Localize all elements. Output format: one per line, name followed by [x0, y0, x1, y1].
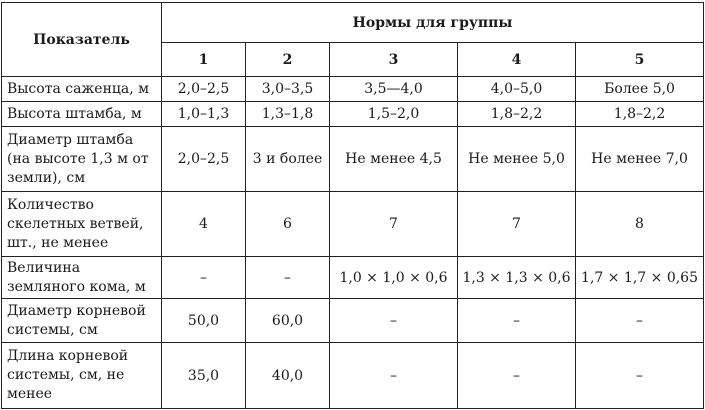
table-cell: 1,5–2,0 — [330, 102, 458, 127]
norms-table — [1, 2, 704, 409]
table-row — [2, 102, 704, 127]
table-cell: 50,0 — [162, 299, 246, 343]
table-cell: 2,0–2,5 — [162, 127, 246, 192]
row-param: Диаметр корневой системы, см — [2, 299, 162, 343]
table-cell: 3 и более — [246, 127, 330, 192]
row-param: Длина корневой системы, см, не менее — [2, 343, 162, 409]
table-cell: Не менее 5,0 — [458, 127, 576, 192]
table-cell: 1,3–1,8 — [246, 102, 330, 127]
table-cell: Более 5,0 — [576, 77, 704, 102]
group-1: 1 — [162, 43, 246, 77]
table-cell: – — [162, 257, 246, 299]
table-cell: 7 — [330, 192, 458, 257]
table-row — [2, 257, 704, 299]
table-cell: 7 — [458, 192, 576, 257]
table-row — [2, 77, 704, 102]
table-cell: 1,0–1,3 — [162, 102, 246, 127]
table-cell: – — [576, 299, 704, 343]
table-cell: 1,8–2,2 — [458, 102, 576, 127]
table-cell: 35,0 — [162, 343, 246, 409]
table-cell: – — [330, 343, 458, 409]
header-param: Показатель — [2, 3, 162, 77]
row-param: Количество скелетных ветвей, шт., не менее — [2, 192, 162, 257]
row-param: Высота саженца, м — [2, 77, 162, 102]
table-cell: 4,0–5,0 — [458, 77, 576, 102]
table-cell: 4 — [162, 192, 246, 257]
header-norms: Нормы для группы — [162, 3, 704, 43]
table-cell: – — [458, 343, 576, 409]
table-cell: 2,0–2,5 — [162, 77, 246, 102]
table-row — [2, 192, 704, 257]
table-cell: 8 — [576, 192, 704, 257]
table-cell: 6 — [246, 192, 330, 257]
group-2: 2 — [246, 43, 330, 77]
group-4: 4 — [458, 43, 576, 77]
row-param: Высота штамба, м — [2, 102, 162, 127]
table-row — [2, 299, 704, 343]
table-cell: 3,0–3,5 — [246, 77, 330, 102]
row-param: Диаметр штамба (на высоте 1,3 м от земли), см — [2, 127, 162, 192]
table-cell: 1,7 × 1,7 × 0,65 — [576, 257, 704, 299]
group-3: 3 — [330, 43, 458, 77]
header-row — [2, 3, 704, 43]
table-row — [2, 127, 704, 192]
table-cell: 40,0 — [246, 343, 330, 409]
table-cell: Не менее 7,0 — [576, 127, 704, 192]
table-cell: – — [330, 299, 458, 343]
table-cell: 1,3 × 1,3 × 0,6 — [458, 257, 576, 299]
table-cell: – — [576, 343, 704, 409]
table-cell: 60,0 — [246, 299, 330, 343]
table-cell: 3,5—4,0 — [330, 77, 458, 102]
row-param: Величина земляного кома, м — [2, 257, 162, 299]
table-cell: Не менее 4,5 — [330, 127, 458, 192]
group-5: 5 — [576, 43, 704, 77]
table-cell: 1,0 × 1,0 × 0,6 — [330, 257, 458, 299]
table-cell: – — [246, 257, 330, 299]
table-cell: – — [458, 299, 576, 343]
table-row — [2, 343, 704, 409]
table-cell: 1,8–2,2 — [576, 102, 704, 127]
